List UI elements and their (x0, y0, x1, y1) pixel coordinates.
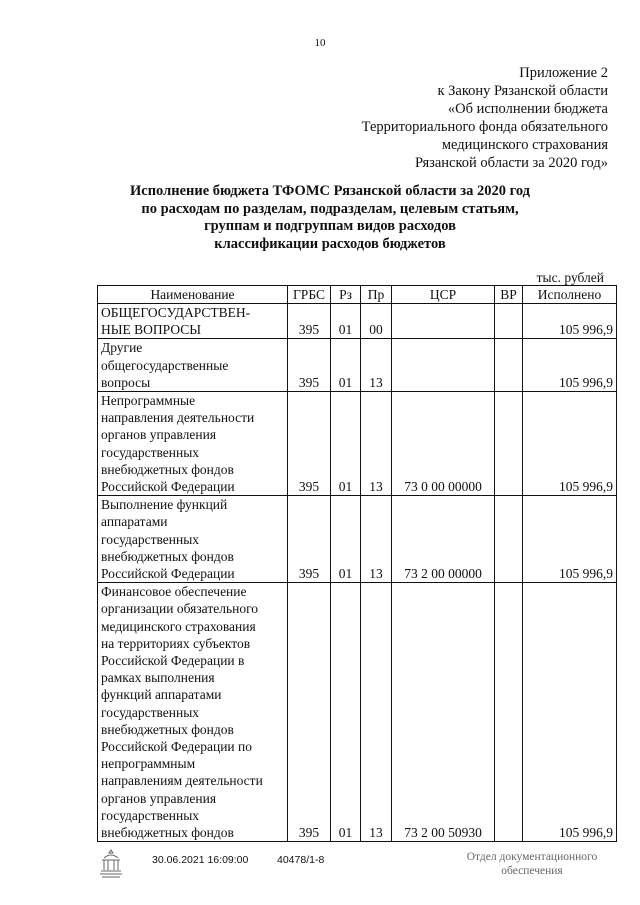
appendix-line: Приложение 2 (519, 65, 608, 81)
header-csr: ЦСР (392, 286, 495, 304)
appendix-header (278, 64, 608, 172)
footer-datetime: 30.06.2021 16:09:00 (152, 854, 249, 866)
name-line: Другие (101, 340, 143, 356)
row-csr: 73 2 00 50930 (392, 583, 495, 842)
department-line: обеспечения (501, 865, 563, 877)
name-line: на территориях субъектов (101, 635, 251, 651)
appendix-line: «Об исполнении бюджета (447, 101, 608, 117)
name-line: государственных (101, 704, 200, 720)
name-line: аппаратами (101, 514, 168, 530)
row-pr: 13 (361, 392, 392, 496)
header-name: Наименование (98, 286, 288, 304)
row-name (98, 392, 288, 496)
footer-department (452, 850, 612, 878)
name-line: непрограммным (101, 756, 196, 772)
units-label: тыс. рублей (536, 270, 604, 285)
name-line: медицинского страхования (101, 618, 256, 634)
name-line: вопросы (101, 374, 151, 390)
row-csr (392, 339, 495, 392)
name-line: внебюджетных фондов (101, 548, 234, 564)
name-line: внебюджетных фондов (101, 721, 234, 737)
name-line: органов управления (101, 790, 217, 806)
row-rz: 01 (331, 304, 361, 339)
table-header-row (98, 286, 617, 304)
appendix-line: Рязанской области за 2020 год» (414, 155, 608, 171)
row-rz: 01 (331, 496, 361, 583)
row-csr (392, 304, 495, 339)
name-line: направления деятельности (101, 410, 255, 426)
name-line: государственных (101, 531, 200, 547)
footer-doc-number: 40478/1-8 (277, 854, 325, 866)
name-line: Российской Федерации (101, 479, 235, 495)
duma-seal-icon (98, 848, 124, 880)
name-line: внебюджетных фондов (101, 461, 234, 477)
header-vr: ВР (495, 286, 523, 304)
row-amount: 105 996,9 (523, 392, 617, 496)
name-line: ОБЩЕГОСУДАРСТВЕН- (101, 305, 251, 320)
table-row (98, 496, 617, 583)
header-amount: Исполнено (523, 286, 617, 304)
page-footer (0, 846, 640, 896)
document-title (100, 183, 560, 253)
name-line: общегосударственные (101, 357, 229, 373)
department-line: Отдел документационного (466, 851, 598, 863)
row-amount: 105 996,9 (523, 304, 617, 339)
name-line: направлениям деятельности (101, 773, 263, 789)
name-line: рамках выполнения (101, 670, 215, 686)
row-vr (495, 496, 523, 583)
title-line: Исполнение бюджета ТФОМС Рязанской области за 2020 год (129, 183, 530, 199)
row-vr (495, 304, 523, 339)
row-name (98, 304, 288, 339)
row-vr (495, 392, 523, 496)
row-name (98, 496, 288, 583)
header-grbs: ГРБС (288, 286, 331, 304)
appendix-line: к Закону Рязанской области (437, 83, 608, 99)
row-csr: 73 0 00 00000 (392, 392, 495, 496)
row-grbs: 395 (288, 583, 331, 842)
name-line: Российской Федерации (101, 566, 235, 582)
table-row (98, 392, 617, 496)
row-pr: 00 (361, 304, 392, 339)
name-line: организации обязательного (101, 601, 259, 617)
header-rz: Рз (331, 286, 361, 304)
title-line: по расходам по разделам, подразделам, целевым статьям, (141, 200, 519, 217)
name-line: функций аппаратами (101, 687, 222, 703)
row-grbs: 395 (288, 392, 331, 496)
row-name (98, 339, 288, 392)
table-row (98, 583, 617, 842)
row-name (98, 583, 288, 842)
row-grbs: 395 (288, 496, 331, 583)
name-line: органов управления (101, 427, 217, 443)
name-line: Выполнение функций (101, 497, 228, 513)
row-rz: 01 (331, 339, 361, 392)
title-line: классификации расходов бюджетов (214, 235, 446, 252)
name-line: государственных (101, 807, 200, 823)
name-line: НЫЕ ВОПРОСЫ (101, 322, 202, 338)
budget-table (97, 285, 617, 842)
name-line: внебюджетных фондов (101, 825, 234, 841)
row-amount: 105 996,9 (523, 496, 617, 583)
appendix-line: Территориального фонда обязательного (361, 119, 608, 135)
row-amount: 105 996,9 (523, 583, 617, 842)
row-grbs: 395 (288, 304, 331, 339)
row-vr (495, 583, 523, 842)
header-pr: Пр (361, 286, 392, 304)
row-pr: 13 (361, 339, 392, 392)
title-line: группам и подгруппам видов расходов (204, 218, 456, 234)
name-line: Российской Федерации в (101, 653, 245, 669)
row-amount: 105 996,9 (523, 339, 617, 392)
table-row (98, 339, 617, 392)
row-csr: 73 2 00 00000 (392, 496, 495, 583)
row-pr: 13 (361, 583, 392, 842)
row-rz: 01 (331, 583, 361, 842)
table-row (98, 304, 617, 339)
page-number: 10 (314, 37, 326, 49)
row-grbs: 395 (288, 339, 331, 392)
name-line: Непрограммные (101, 393, 196, 409)
row-pr: 13 (361, 496, 392, 583)
name-line: Финансовое обеспечение (101, 584, 247, 600)
row-vr (495, 339, 523, 392)
appendix-line: медицинского страхования (441, 137, 608, 153)
row-rz: 01 (331, 392, 361, 496)
name-line: Российской Федерации по (101, 739, 253, 755)
name-line: государственных (101, 444, 200, 460)
